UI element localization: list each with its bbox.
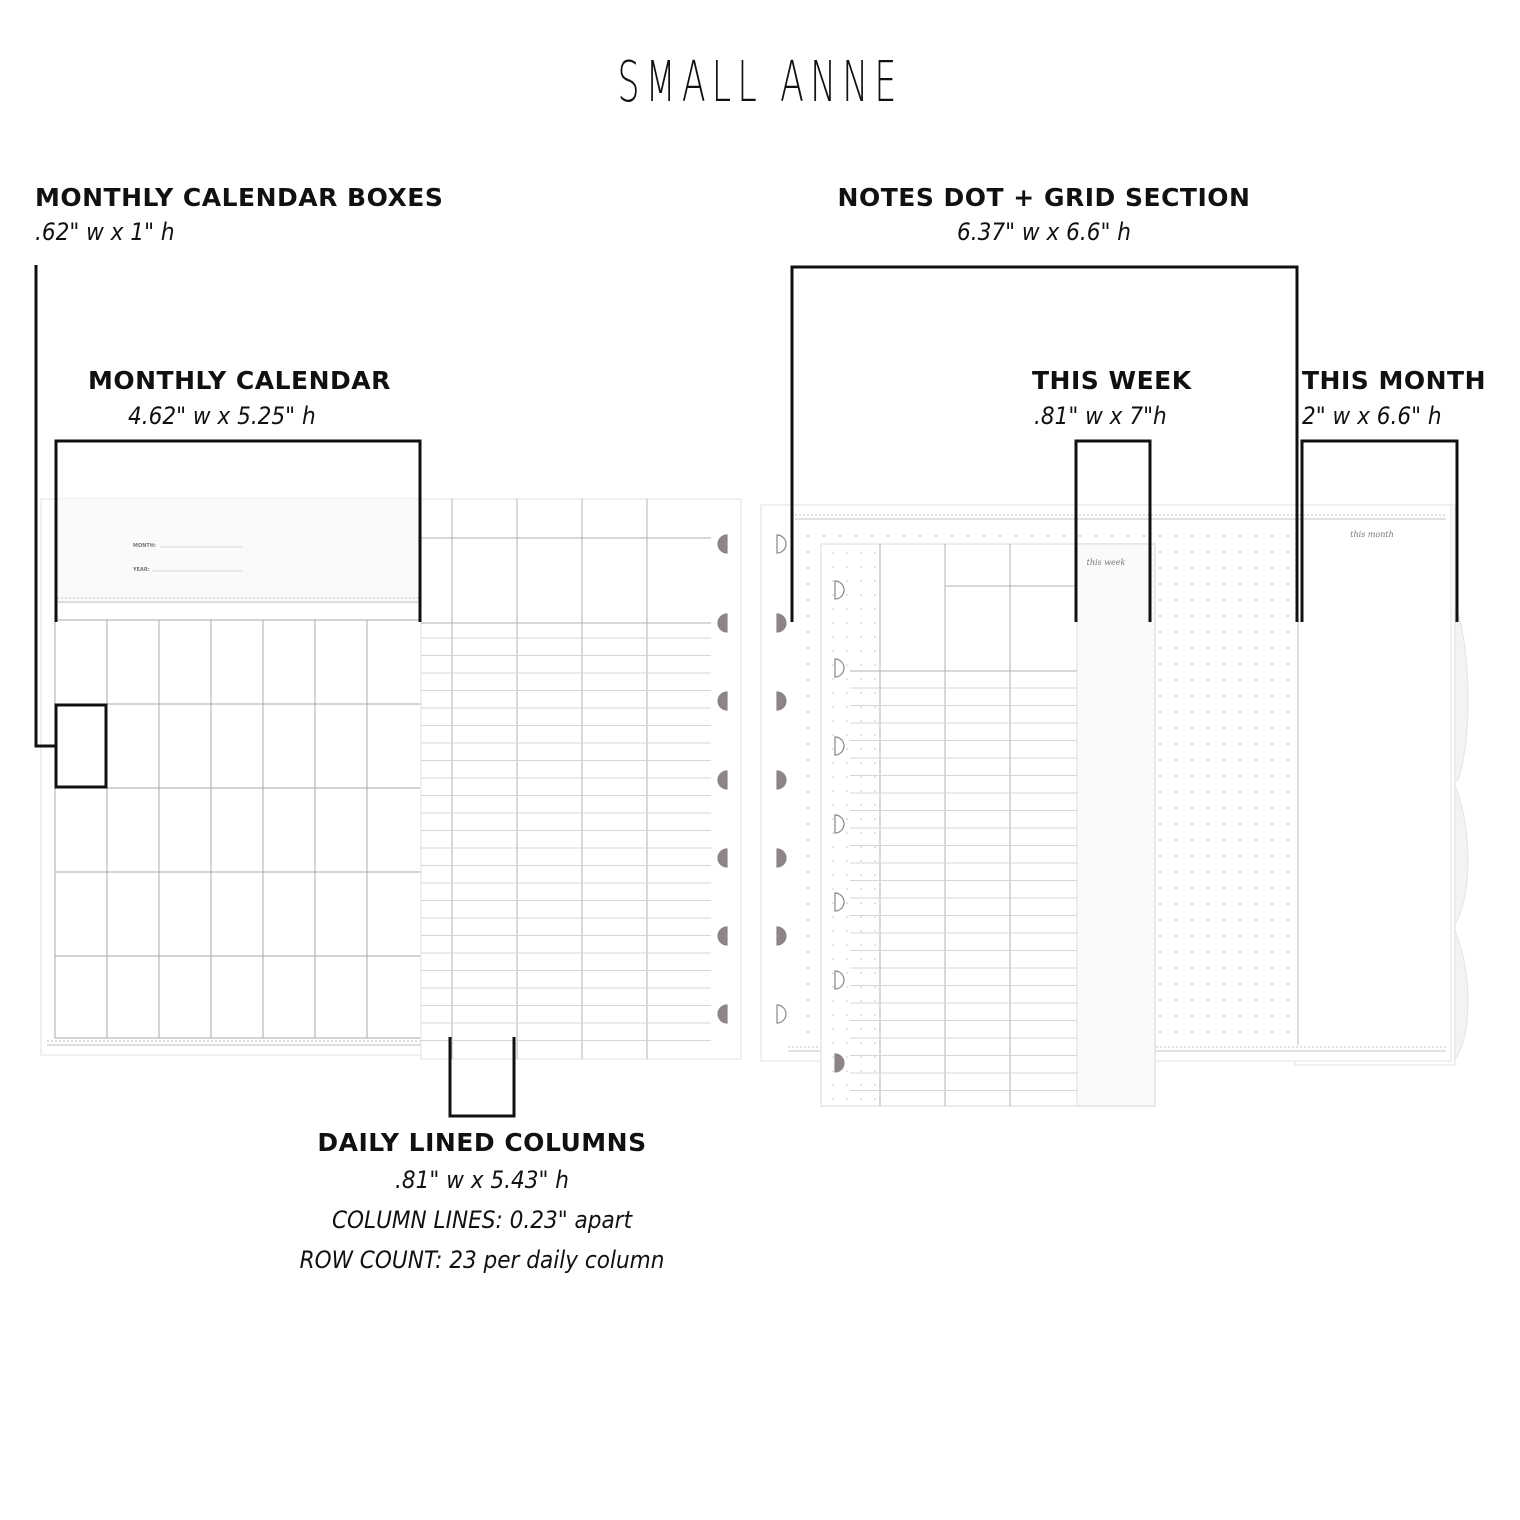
callout-daily-rows: ROW COUNT: 23 per daily column	[299, 1246, 665, 1274]
callout-daily-heading: DAILY LINED COLUMNS	[317, 1128, 647, 1157]
this-week-label: this week	[1086, 558, 1126, 567]
callout-month-size: 2" w x 6.6" h	[1302, 402, 1442, 430]
right-insert-weekly	[821, 544, 1155, 1106]
left-page-weekly	[421, 499, 741, 1059]
callout-monthly-size: 4.62" w x 5.25" h	[128, 402, 316, 430]
year-label: YEAR:	[133, 567, 150, 573]
callout-notes-heading: NOTES DOT + GRID SECTION	[837, 183, 1251, 212]
callout-week-heading: THIS WEEK	[1032, 366, 1192, 395]
left-page-monthly	[41, 499, 421, 1055]
month-label: MONTH:	[133, 543, 157, 549]
callout-month-heading: THIS MONTH	[1302, 366, 1487, 395]
page-title: SMALL ANNE	[617, 50, 903, 115]
callout-daily-size: .81" w x 5.43" h	[395, 1166, 569, 1194]
callout-boxes-size: .62" w x 1" h	[35, 218, 175, 246]
this-month-label: this month	[1350, 530, 1394, 539]
callout-notes-size: 6.37" w x 6.6" h	[957, 218, 1131, 246]
callout-monthly-heading: MONTHLY CALENDAR	[88, 366, 391, 395]
callout-boxes-heading: MONTHLY CALENDAR BOXES	[35, 183, 444, 212]
callout-daily-spacing: COLUMN LINES: 0.23" apart	[331, 1206, 633, 1234]
callout-week-size: .81" w x 7"h	[1034, 402, 1167, 430]
